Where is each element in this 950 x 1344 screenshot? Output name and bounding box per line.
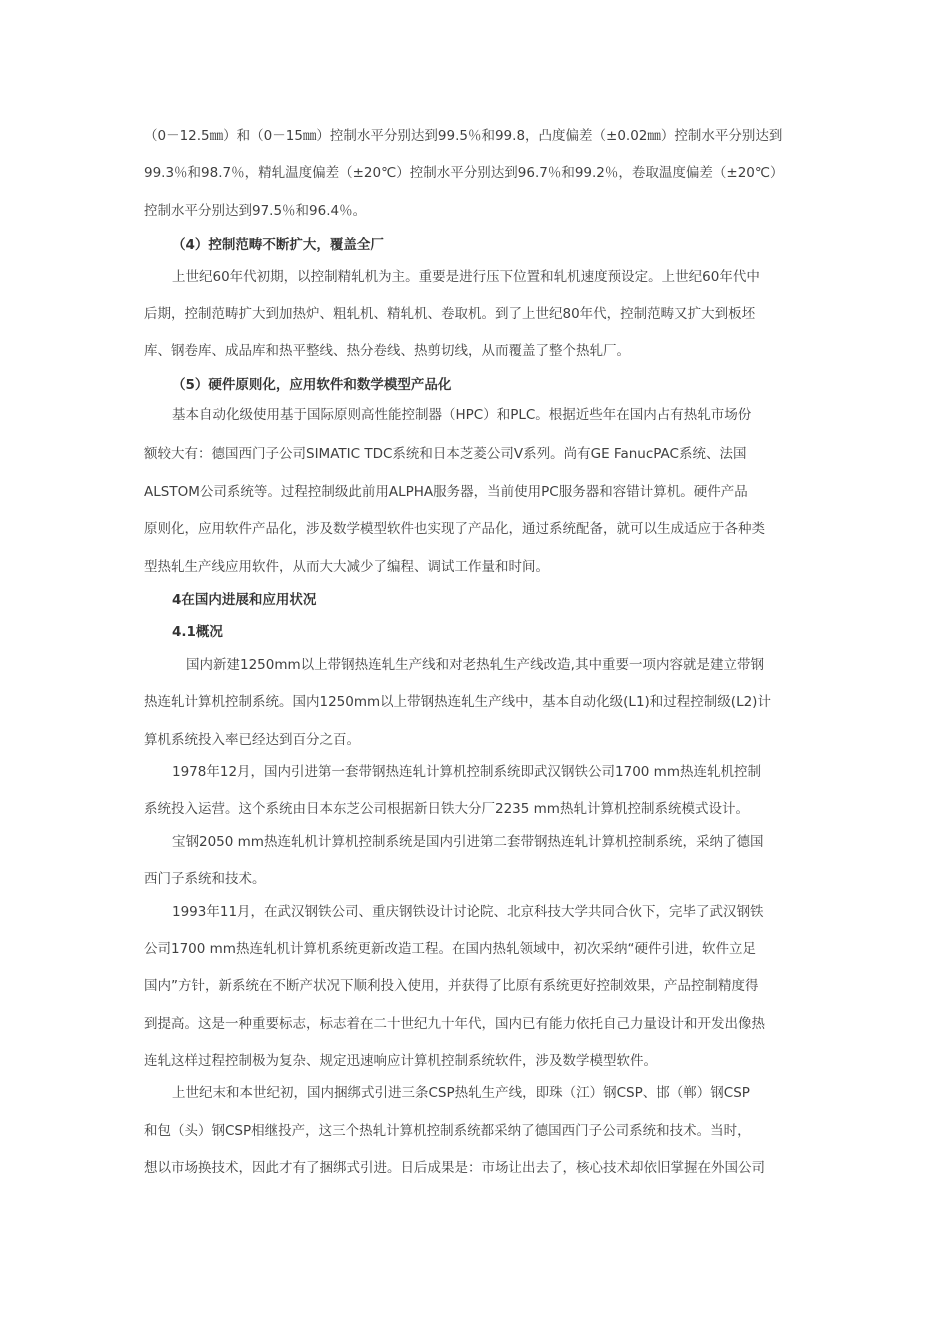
paragraph-line: 国内”方针，新系统在不断产状况下顺利投入使用，并获得了比原有系统更好控制效果，产品控制精度得 [144,978,759,994]
paragraph-line: 国内新建1250mm以上带钢热连轧生产线和对老热轧生产线改造,其中重要一项内容就是建立带钢 [186,657,764,673]
paragraph-line: 1978年12月，国内引进第一套带钢热连轧计算机控制系统即武汉钢铁公司1700 mm热连轧机控制 [172,764,761,780]
paragraph-line: 系统投入运营。这个系统由日本东芝公司根据新日铁大分厂2235 mm热轧计算机控制系统模式设计。 [144,801,749,817]
paragraph-line: 额较大有：德国西门子公司SIMATIC TDC系统和日本芝菱公司V系列。尚有GE FanucPAC系统、法国 [144,446,747,462]
paragraph-line: 后期，控制范畴扩大到加热炉、粗轧机、精轧机、卷取机。到了上世纪80年代，控制范畴又扩大到板坯 [144,306,756,322]
paragraph-line: 上世纪末和本世纪初，国内捆绑式引进三条CSP热轧生产线，即珠（江）钢CSP、邯（郸）钢CSP [172,1085,750,1101]
paragraph-line: 和包（头）钢CSP相继投产，这三个热轧计算机控制系统都采纳了德国西门子公司系统和技术。当时， [144,1123,751,1139]
heading-5: （5）硬件原则化，应用软件和数学模型产品化 [172,377,452,393]
paragraph-line: 宝钢2050 mm热连轧机计算机控制系统是国内引进第二套带钢热连轧计算机控制系统，采纳了德国 [172,834,764,850]
paragraph-line: 型热轧生产线应用软件，从而大大减少了编程、调试工作量和时间。 [144,559,549,575]
paragraph-line: 1993年11月，在武汉钢铁公司、重庆钢铁设计讨论院、北京科技大学共同合伙下，完毕了武汉钢铁 [172,904,764,920]
paragraph-line: 热连轧计算机控制系统。国内1250mm以上带钢热连轧生产线中，基本自动化级(L1)和过程控制级(L2)计 [144,694,771,710]
paragraph-line: 算机系统投入率已经达到百分之百。 [144,732,360,748]
paragraph-line: 库、钢卷库、成品库和热平整线、热分卷线、热剪切线，从而覆盖了整个热轧厂。 [144,343,630,359]
heading-4: （4）控制范畴不断扩大，覆盖全厂 [172,237,384,253]
paragraph-line: 99.3％和98.7％，精轧温度偏差（±20℃）控制水平分别达到96.7％和99.2％，卷取温度偏差（±20℃） [144,165,784,181]
paragraph-line: 到提高。这是一种重要标志，标志着在二十世纪九十年代，国内已有能力依托自己力量设计和开发出像热 [144,1016,765,1032]
paragraph-line: ALSTOM公司系统等。过程控制级此前用ALPHA服务器，当前使用PC服务器和容错计算机。硬件产品 [144,484,748,500]
paragraph-line: （0－12.5㎜）和（0－15㎜）控制水平分别达到99.5％和99.8，凸度偏差（±0.02㎜）控制水平分别达到 [144,128,783,144]
paragraph-line: 基本自动化级使用基于国际原则高性能控制器（HPC）和PLC。根据近些年在国内占有热轧市场份 [172,407,752,423]
paragraph-line: 上世纪60年代初期，以控制精轧机为主。重要是进行压下位置和轧机速度预设定。上世纪60年代中 [172,269,760,285]
paragraph-line: 控制水平分别达到97.5％和96.4％。 [144,203,367,219]
paragraph-line: 想以市场换技术，因此才有了捆绑式引进。日后成果是：市场让出去了，核心技术却依旧掌握在外国公司 [144,1160,765,1176]
section-heading-4: 4在国内进展和应用状况 [172,592,317,608]
section-heading-4-1: 4.1概况 [172,624,223,640]
paragraph-line: 公司1700 mm热连轧机计算机系统更新改造工程。在国内热轧领域中，初次采纳“硬件引进，软件立足 [144,941,756,957]
paragraph-line: 西门子系统和技术。 [144,871,266,887]
paragraph-line: 原则化，应用软件产品化，涉及数学模型软件也实现了产品化，通过系统配备，就可以生成适应于各种类 [144,521,765,537]
paragraph-line: 连轧这样过程控制极为复杂、规定迅速响应计算机控制系统软件，涉及数学模型软件。 [144,1053,657,1069]
